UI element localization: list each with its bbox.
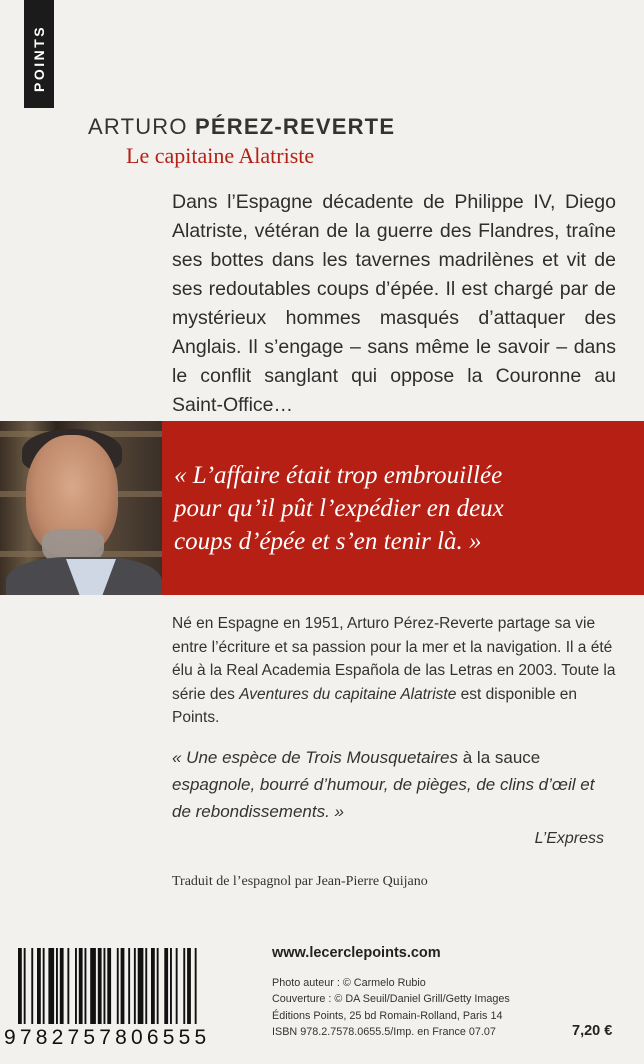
- author-last-name: PÉREZ-REVERTE: [195, 114, 396, 139]
- author-first-name: ARTURO: [88, 114, 188, 139]
- review-part-1: « Une espèce de Trois Mousquetaires: [172, 748, 463, 767]
- translator-credit: Traduit de l’espagnol par Jean-Pierre Quijano: [172, 874, 428, 889]
- quote-band: [0, 421, 644, 595]
- press-review: [172, 744, 612, 825]
- credit-publisher: Éditions Points, 25 bd Romain-Rolland, Paris 14: [272, 1009, 503, 1022]
- pull-quote-line-2: pour qu’il pût l’expédier en deux: [174, 495, 504, 522]
- website-url[interactable]: www.lecerclepoints.com: [272, 945, 441, 961]
- pull-quote-line-1: « L’affaire était trop embrouillée: [174, 462, 503, 489]
- author-photo: [0, 421, 162, 595]
- price: 7,20 €: [572, 1023, 613, 1039]
- bio-series-title: Aventures du capitaine Alatriste: [239, 685, 457, 703]
- review-source: L’Express: [534, 830, 604, 847]
- pull-quote: [162, 421, 644, 595]
- barcode-digits: 9782757806555: [4, 1026, 211, 1049]
- book-title: Le capitaine Alatriste: [126, 143, 315, 168]
- review-part-3: espagnole, bourré d’humour, de pièges, de clins d’œil et de rebondissements. »: [172, 775, 595, 821]
- publisher-logo-text: POINTS: [31, 24, 47, 92]
- bio-text-1: Né en Espagne en 1951, Arturo Pérez-Reverte partage sa vie entre l’écriture et sa passion pour la mer et la navigation. Il a été élu à la Real Academia Española de las Letras en 2003. Toute la série des: [172, 615, 616, 703]
- credits: [272, 975, 572, 1041]
- bio-text-2: est disponible en Points.: [172, 685, 577, 727]
- pull-quote-line-3: coups d’épée et s’en tenir là. »: [174, 528, 482, 555]
- credit-isbn: ISBN 978.2.7578.0655.5/Imp. en France 07.07: [272, 1026, 496, 1039]
- publisher-logo: [24, 0, 54, 108]
- barcode: [0, 946, 262, 1056]
- author-name: [88, 114, 395, 140]
- author-bio: [172, 612, 618, 730]
- credit-photo: Photo auteur : © Carmelo Rubio: [272, 977, 426, 989]
- review-part-2: à la sauce: [462, 748, 541, 767]
- credit-cover: Couverture : © DA Seuil/Daniel Grill/Getty Images: [272, 993, 510, 1006]
- barcode-bars: [0, 946, 262, 1026]
- synopsis: Dans l’Espagne décadente de Philippe IV, Diego Alatriste, vétéran de la guerre des Flandres, traîne ses bottes dans les tavernes madrilènes et vit de ses redoutables coups d’épée. Il est chargé par de mystérieux hommes masqués d’attaquer des Anglais. Il s’engage – sans même le savoir – dans le conflit sanglant qui oppose la Couronne au Saint-Office…: [172, 191, 616, 416]
